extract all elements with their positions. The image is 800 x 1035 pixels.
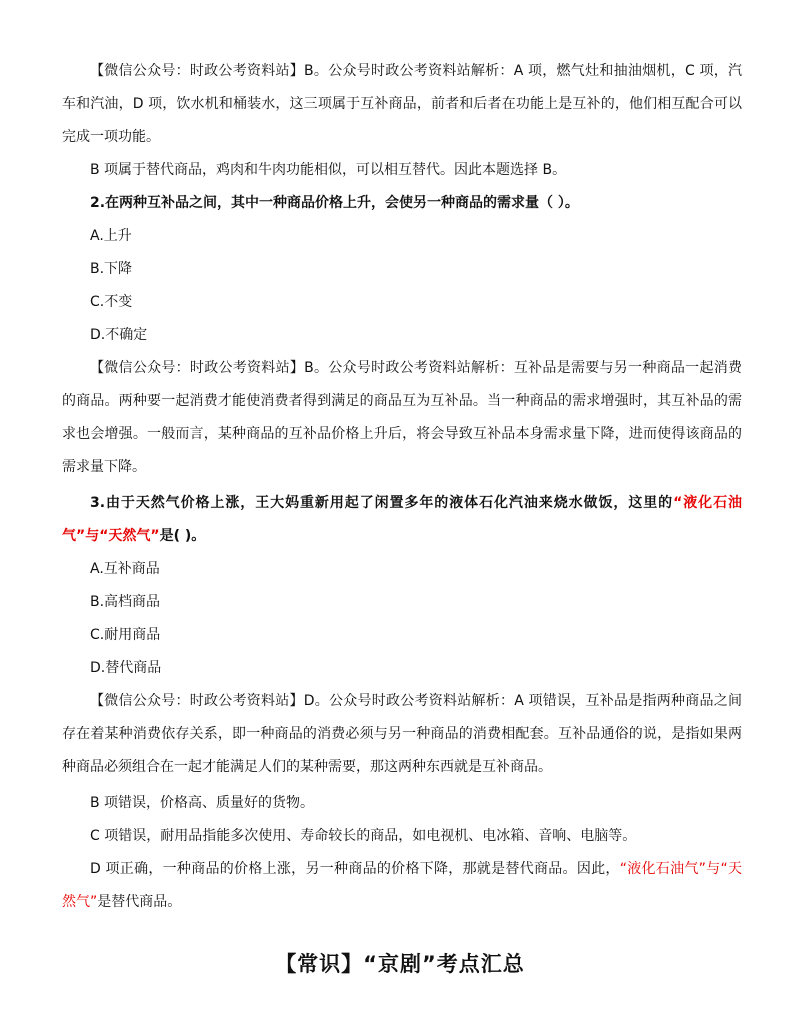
q3-stem-end: 是( )。 — [159, 528, 206, 544]
q2-option-b: B.下降 — [90, 261, 133, 277]
q3-d-note — [62, 853, 742, 919]
q3-b-note: B 项错误，价格高、质量好的货物。 — [90, 795, 315, 811]
q2-answer-paragraph: 【微信公众号：时政公考资料站】B。公众号时政公考资料站解析：互补品是需要与另一种商品一起消费的商品。两种要一起消费才能使消费者得到满足的商品互为互补品。当一种商品的需求增强时，其互补品的需求也会增强。一般而言，某种商品的互补品价格上升后，将会导致互补品本身需求量下降，进而使得该商品的需求量下降。 — [62, 360, 742, 475]
q3-option-d: D.替代商品 — [90, 660, 162, 676]
q1-answer-paragraph: 【微信公众号：时政公考资料站】B。公众号时政公考资料站解析：A 项，燃气灶和抽油烟机，C 项，汽车和汽油，D 项，饮水机和桶装水，这三项属于互补商品，前者和后者在功能上是互补的，他们相互配合可以完成一项功能。 — [62, 63, 742, 145]
q3-c-note: C 项错误，耐用品指能多次使用、寿命较长的商品，如电视机、电冰箱、音响、电脑等。 — [90, 828, 637, 844]
q3-stem-text: 3.由于天然气价格上涨，王大妈重新用起了闲置多年的液体石化汽油来烧水做饭，这里的 — [90, 495, 674, 511]
q1-b-note: B 项属于替代商品，鸡肉和牛肉功能相似，可以相互替代。因此本题选择 B。 — [90, 162, 567, 178]
q3-stem-highlight: “液化石油气”与“天然气” — [62, 495, 743, 544]
q3-option-b: B.高档商品 — [90, 594, 161, 610]
q2-option-a: A.上升 — [90, 228, 132, 244]
q3-option-c: C.耐用商品 — [90, 627, 161, 643]
q3-stem — [62, 487, 742, 553]
section-heading: 【常识】“京剧”考点汇总 — [275, 952, 525, 976]
q3-answer-paragraph: 【微信公众号：时政公考资料站】D。公众号时政公考资料站解析：A 项错误，互补品是指两种商品之间存在着某种消费依存关系，即一种商品的消费必须与另一种商品的消费相配套。互补品通俗的说，是指如果两种商品必须组合在一起才能满足人们的某种需要，那这两种东西就是互补商品。 — [62, 693, 742, 775]
q3-d-note-text: D 项正确，一种商品的价格上涨，另一种商品的价格下降，那就是替代商品。因此， — [90, 861, 620, 877]
q2-option-d: D.不确定 — [90, 327, 148, 343]
q3-option-a: A.互补商品 — [90, 561, 160, 577]
q3-d-note-end: 是替代商品。 — [97, 894, 182, 910]
q2-option-c: C.不变 — [90, 294, 133, 310]
q3-d-note-highlight: “液化石油气”与“天然气” — [62, 861, 742, 910]
q2-stem: 2.在两种互补品之间，其中一种商品价格上升，会使另一种商品的需求量（ ）。 — [90, 195, 579, 211]
